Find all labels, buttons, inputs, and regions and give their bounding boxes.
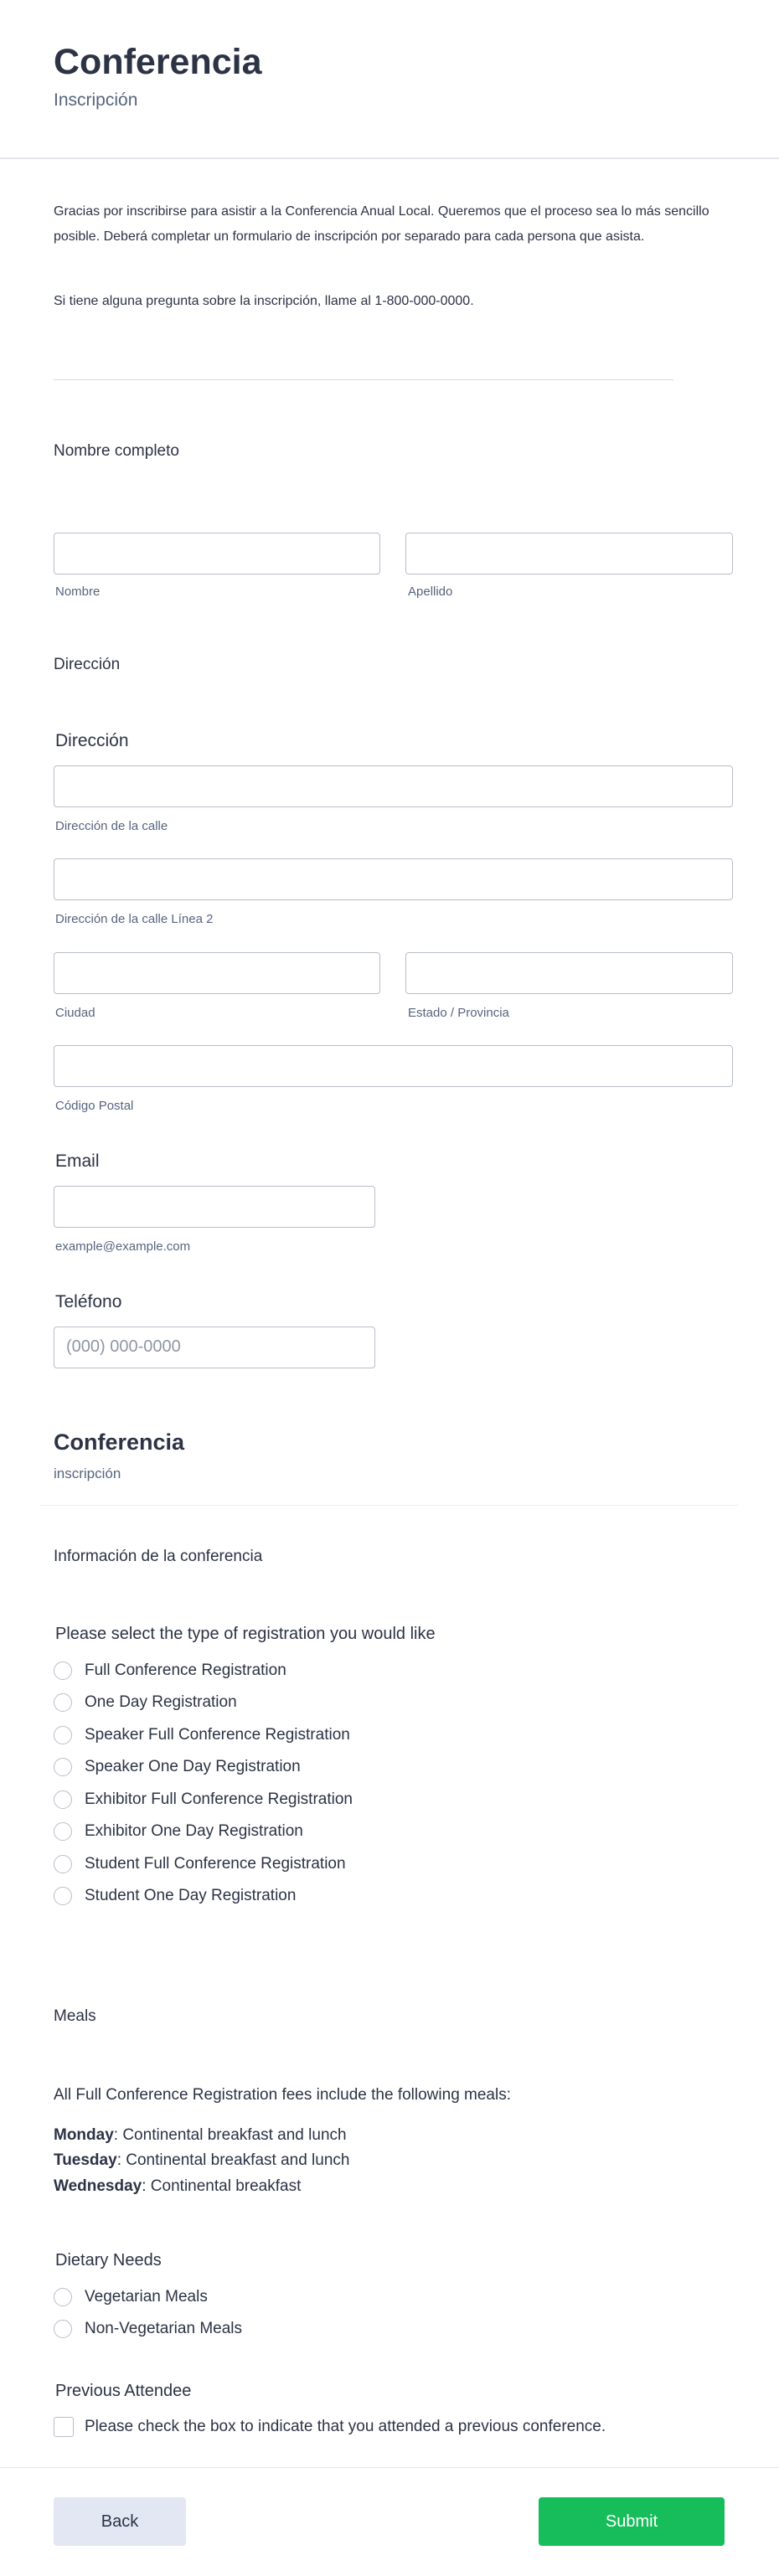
- meal-desc: : Continental breakfast and lunch: [116, 2151, 350, 2169]
- section-separator: [40, 1505, 739, 1506]
- meal-day-row: [54, 2177, 301, 2196]
- dietary-option-label: Non-Vegetarian Meals: [85, 2320, 242, 2337]
- previous-attendee-title: Previous Attendee: [55, 2382, 192, 2400]
- submit-button[interactable]: Submit: [539, 2497, 725, 2546]
- email-sublabel: example@example.com: [55, 1239, 191, 1254]
- phone-input[interactable]: [54, 1327, 375, 1368]
- conference-heading: Conferencia: [54, 1430, 185, 1455]
- registration-option[interactable]: [54, 1851, 346, 1878]
- registration-option-label: Student Full Conference Registration: [85, 1855, 346, 1873]
- radio-button[interactable]: [54, 1855, 72, 1873]
- radio-button[interactable]: [54, 1758, 72, 1776]
- dietary-option-label: Vegetarian Meals: [85, 2288, 208, 2306]
- registration-option[interactable]: [54, 1818, 303, 1845]
- registration-option-label: Full Conference Registration: [85, 1662, 286, 1679]
- last-name-input[interactable]: [405, 533, 733, 574]
- radio-button[interactable]: [54, 1726, 72, 1744]
- last-name-sublabel: Apellido: [408, 585, 453, 599]
- meal-day: Wednesday: [54, 2177, 142, 2195]
- meal-day: Tuesday: [54, 2151, 117, 2169]
- dietary-needs-title: Dietary Needs: [55, 2251, 162, 2269]
- registration-option-label: Speaker Full Conference Registration: [85, 1726, 350, 1744]
- first-name-input[interactable]: [54, 533, 380, 574]
- city-sublabel: Ciudad: [55, 1006, 95, 1020]
- meal-desc: : Continental breakfast and lunch: [113, 2126, 347, 2144]
- street-address-line2-sublabel: Dirección de la calle Línea 2: [55, 912, 214, 926]
- phone-field-title: Teléfono: [55, 1292, 122, 1311]
- intro-paragraph: Gracias por inscribirse para asistir a la Conferencia Anual Local. Queremos que el proceso sea lo más sencillo posible. Deberá completar un formulario de inscripción por separado para cada persona que asista.: [54, 204, 709, 244]
- registration-option[interactable]: [54, 1657, 286, 1684]
- radio-button[interactable]: [54, 1662, 72, 1680]
- radio-button[interactable]: [54, 1790, 72, 1809]
- street-address-sublabel: Dirección de la calle: [55, 819, 168, 833]
- registration-option-label: Exhibitor Full Conference Registration: [85, 1790, 353, 1808]
- registration-option-label: Exhibitor One Day Registration: [85, 1822, 303, 1840]
- radio-button[interactable]: [54, 1693, 72, 1712]
- registration-option-label: Student One Day Registration: [85, 1887, 297, 1904]
- street-address-line2-input[interactable]: [54, 858, 733, 900]
- footer-divider: [0, 2467, 779, 2468]
- first-name-sublabel: Nombre: [55, 585, 101, 599]
- meal-desc: : Continental breakfast: [142, 2177, 302, 2195]
- radio-button[interactable]: [54, 1822, 72, 1841]
- back-button[interactable]: Back: [54, 2497, 186, 2546]
- form-title: Conferencia: [54, 42, 262, 82]
- registration-type-question: Please select the type of registration you would like: [55, 1625, 436, 1643]
- meal-day-row: [54, 2126, 347, 2145]
- postal-code-input[interactable]: [54, 1045, 733, 1087]
- registration-option-label: Speaker One Day Registration: [85, 1758, 301, 1775]
- radio-button[interactable]: [54, 2288, 72, 2306]
- address-section-label: Dirección: [54, 656, 121, 673]
- state-sublabel: Estado / Provincia: [408, 1006, 509, 1020]
- email-field-title: Email: [55, 1151, 100, 1171]
- registration-option[interactable]: [54, 1754, 301, 1780]
- radio-button[interactable]: [54, 2320, 72, 2338]
- meals-intro: All Full Conference Registration fees include the following meals:: [54, 2086, 511, 2104]
- address-field-title: Dirección: [55, 731, 129, 750]
- intro-contact-paragraph: Si tiene alguna pregunta sobre la inscripción, llame al 1-800-000-0000.: [54, 294, 474, 308]
- postal-code-sublabel: Código Postal: [55, 1099, 134, 1113]
- conference-subheading: inscripción: [54, 1466, 121, 1481]
- divider: [54, 379, 673, 380]
- meal-day: Monday: [54, 2126, 114, 2144]
- previous-attendee-label: Please check the box to indicate that you attended a previous conference.: [85, 2418, 606, 2435]
- phone-placeholder: (000) 000-0000: [66, 1337, 181, 1356]
- registration-option[interactable]: [54, 1786, 353, 1813]
- meal-day-row: [54, 2151, 349, 2170]
- dietary-option[interactable]: [54, 2284, 208, 2311]
- city-input[interactable]: [54, 952, 380, 994]
- conference-info-section-label: Información de la conferencia: [54, 1548, 263, 1565]
- registration-option[interactable]: [54, 1722, 350, 1749]
- registration-option[interactable]: [54, 1883, 296, 1909]
- radio-button[interactable]: [54, 1887, 72, 1905]
- dietary-option[interactable]: [54, 2316, 242, 2342]
- form-subtitle: Inscripción: [54, 90, 138, 110]
- meals-section-label: Meals: [54, 2007, 96, 2025]
- street-address-input[interactable]: [54, 765, 733, 807]
- state-input[interactable]: [405, 952, 733, 994]
- full-name-section-label: Nombre completo: [54, 442, 179, 460]
- email-input[interactable]: [54, 1186, 375, 1228]
- registration-option-label: One Day Registration: [85, 1693, 237, 1711]
- previous-attendee-option[interactable]: [54, 2414, 606, 2440]
- registration-option[interactable]: [54, 1689, 237, 1716]
- previous-attendee-checkbox[interactable]: [54, 2417, 74, 2437]
